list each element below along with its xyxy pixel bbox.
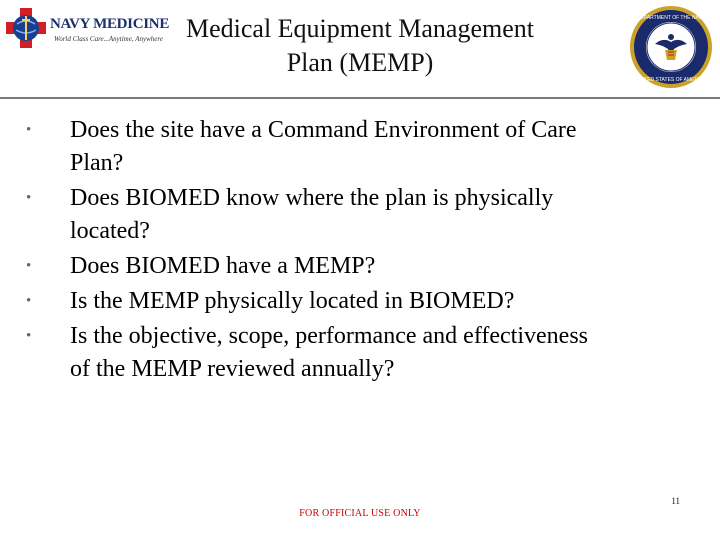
page-number: 11 <box>671 496 680 506</box>
bullet-item: • Does BIOMED have a MEMP? <box>26 250 706 283</box>
bullet-item: • Does the site have a Command Environment of Care Plan? <box>26 114 706 180</box>
dept-of-navy-seal-icon <box>628 4 714 90</box>
svg-text:UNITED STATES OF AMERICA: UNITED STATES OF AMERICA <box>635 77 707 83</box>
logo-tagline: World Class Care...Anytime, Anywhere <box>54 35 163 43</box>
svg-text:DEPARTMENT OF THE NAVY: DEPARTMENT OF THE NAVY <box>636 15 706 21</box>
bullet-dot-icon: • <box>26 122 32 138</box>
bullet-item: • Is the MEMP physically located in BIOMED? <box>26 285 706 318</box>
classification-footer: FOR OFFICIAL USE ONLY <box>299 508 421 519</box>
logo-name: NAVY MEDICINE <box>50 16 170 32</box>
bullet-list <box>26 114 706 388</box>
title-line-1: Medical Equipment Management <box>185 14 534 43</box>
navy-medicine-logo <box>4 6 170 50</box>
bullet-item: • Is the objective, scope, performance and effectiveness of the MEMP reviewed annually? <box>26 320 706 386</box>
bullet-dot-icon: • <box>26 258 32 274</box>
bullet-item: • Does BIOMED know where the plan is physically located? <box>26 182 706 248</box>
title-line-2: Plan (MEMP) <box>286 48 434 77</box>
bullet-dot-icon: • <box>26 293 32 309</box>
bullet-dot-icon: • <box>26 190 32 206</box>
title-divider <box>0 97 720 99</box>
bullet-dot-icon: • <box>26 328 32 344</box>
slide-title <box>170 12 550 80</box>
navy-medicine-emblem-icon <box>4 6 50 50</box>
